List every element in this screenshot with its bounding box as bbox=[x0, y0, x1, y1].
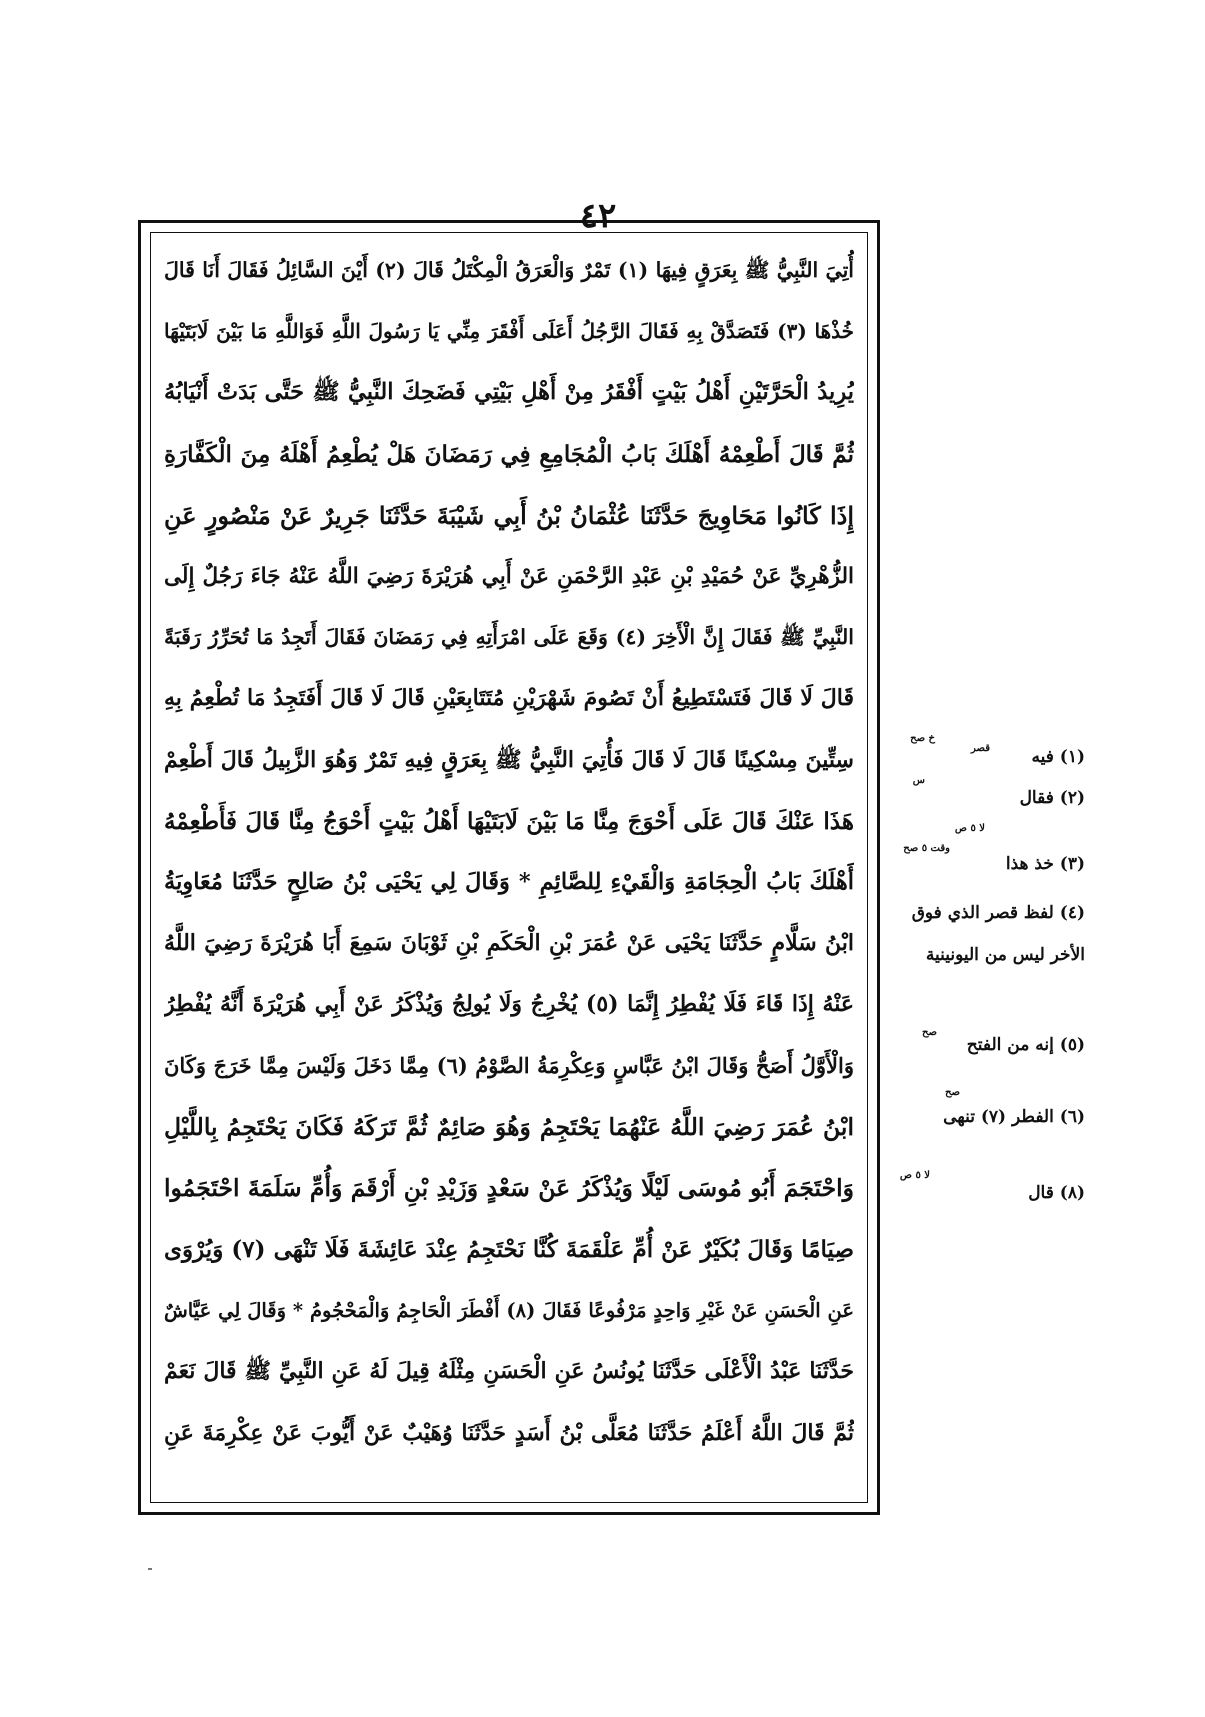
text-line: وَاحْتَجَمَ أَبُو مُوسَى لَيْلًا وَيُذْكَرُ عَنْ سَعْدٍ وَزَيْدِ بْنِ أَرْقَمَ وَأُمِّ سَلَمَةَ احْتَجَمُوا bbox=[164, 1173, 854, 1202]
margin-siglum: صح bbox=[922, 1027, 937, 1038]
text-line: إِذَا كَانُوا مَحَاوِيجَ حَدَّثَنَا عُثْمَانُ بْنُ أَبِي شَيْبَةَ حَدَّثَنَا جَرِيرٌ عَنْ مَنْصُورٍ عَنِ bbox=[164, 500, 854, 530]
text-line: وَالْأَوَّلُ أَصَحُّ وَقَالَ ابْنُ عَبَّاسٍ وَعِكْرِمَةُ الصَّوْمُ (٦) مِمَّا دَخَلَ وَلَيْسَ مِمَّا خَرَجَ وَكَانَ bbox=[164, 1053, 854, 1079]
text-line: ثُمَّ قَالَ أَطْعِمْهُ أَهْلَكَ بَابُ الْمُجَامِعِ فِي رَمَضَانَ هَلْ يُطْعِمُ أَهْلَهُ مِنَ الْكَفَّارَةِ bbox=[164, 440, 854, 468]
margin-note-5: (٥) إنه من الفتح bbox=[966, 1035, 1085, 1055]
page-number: ٤٢ bbox=[579, 196, 617, 236]
text-line: يُرِيدُ الْحَرَّتَيْنِ أَهْلُ بَيْتٍ أَفْقَرُ مِنْ أَهْلِ بَيْتِي فَضَحِكَ النَّبِيُّ ﷺ حَتَّى بَدَتْ أَنْيَابُهُ bbox=[164, 379, 854, 406]
text-line: النَّبِيِّ ﷺ فَقَالَ إِنَّ الْأَخِرَ (٤) وَقَعَ عَلَى امْرَأَتِهِ فِي رَمَضَانَ فَقَالَ أَتَجِدُ مَا تُحَرِّرُ رَقَبَةً bbox=[164, 625, 854, 650]
text-line: ثُمَّ قَالَ اللَّهُ أَعْلَمُ حَدَّثَنَا مُعَلَّى بْنُ أَسَدٍ حَدَّثَنَا وُهَيْبٌ عَنْ أَيُّوبَ عَنْ عِكْرِمَةَ عَنِ bbox=[164, 1419, 854, 1446]
margin-note-2: (٢) فقال bbox=[1019, 788, 1085, 808]
stray-mark bbox=[148, 1568, 152, 1570]
text-line: أُتِيَ النَّبِيُّ ﷺ بِعَرَقٍ فِيهَا (١) تَمْرٌ وَالْعَرَقُ الْمِكْتَلُ قَالَ (٢) أَيْنَ السَّائِلُ فَقَالَ أَنَا قَالَ bbox=[164, 258, 854, 282]
text-line: ابْنُ سَلَّامٍ حَدَّثَنَا يَحْيَى عَنْ عُمَرَ بْنِ الْحَكَمِ بْنِ ثَوْبَانَ سَمِعَ أَبَا هُرَيْرَةَ رَضِيَ اللَّهُ bbox=[164, 930, 854, 957]
text-line: عَنْهُ إِذَا قَاءَ فَلَا يُفْطِرُ إِنَّمَا (٥) يُخْرِجُ وَلَا يُولِجُ وَيُذْكَرُ عَنْ أَبِي هُرَيْرَةَ أَنَّهُ يُفْطِرُ bbox=[164, 991, 854, 1018]
text-line: حَدَّثَنَا عَبْدُ الْأَعْلَى حَدَّثَنَا يُونُسُ عَنِ الْحَسَنِ مِثْلَهُ قِيلَ لَهُ عَنِ النَّبِيِّ ﷺ قَالَ نَعَمْ bbox=[164, 1358, 854, 1385]
text-line: هَذَا عَنْكَ قَالَ عَلَى أَحْوَجَ مِنَّا مَا بَيْنَ لَابَتَيْهَا أَهْلُ بَيْتٍ أَحْوَجُ مِنَّا قَالَ فَأَطْعِمْهُ bbox=[164, 807, 854, 835]
text-line: ابْنُ عُمَرَ رَضِيَ اللَّهُ عَنْهُمَا يَحْتَجِمُ وَهُوَ صَائِمٌ ثُمَّ تَرَكَهُ فَكَانَ يَحْتَجِمُ بِاللَّيْلِ bbox=[164, 1112, 854, 1141]
margin-note-3: (٣) خذ هذا bbox=[1005, 854, 1085, 874]
text-line: عَنِ الْحَسَنِ عَنْ غَيْرِ وَاحِدٍ مَرْفُوعًا فَقَالَ (٨) أَفْطَرَ الْحَاجِمُ وَالْمَحْجُومُ * وَقَالَ لِي عَيَّاشٌ bbox=[164, 1299, 854, 1323]
text-line: سِتِّينَ مِسْكِينًا قَالَ لَا قَالَ فَأُتِيَ النَّبِيُّ ﷺ بِعَرَقٍ فِيهِ تَمْرٌ وَهُوَ الزَّبِيلُ قَالَ أَطْعِمْ bbox=[164, 746, 854, 773]
text-line: صِيَامًا وَقَالَ بُكَيْرٌ عَنْ أُمِّ عَلْقَمَةَ كُنَّا نَحْتَجِمُ عِنْدَ عَائِشَةَ فَلَا تَنْهَى (٧) وَيُرْوَى bbox=[164, 1236, 854, 1263]
text-line: خُذْهَا (٣) فَتَصَدَّقْ بِهِ فَقَالَ الرَّجُلُ أَعَلَى أَفْقَرَ مِنِّي يَا رَسُولَ اللَّهِ فَوَاللَّهِ مَا بَيْنَ لَابَتَيْهَا bbox=[164, 319, 854, 344]
text-line: قَالَ لَا قَالَ فَتَسْتَطِيعُ أَنْ تَصُومَ شَهْرَيْنِ مُتَتَابِعَيْنِ قَالَ لَا قَالَ أَفَتَجِدُ مَا تُطْعِمُ بِهِ bbox=[164, 685, 854, 712]
margin-siglum: س bbox=[912, 775, 925, 786]
text-line: أَهْلَكَ بَابُ الْحِجَامَةِ وَالْقَيْءِ لِلصَّائِمِ * وَقَالَ لِي يَحْيَى بْنُ صَالِحٍ حَدَّثَنَا مُعَاوِيَةُ bbox=[164, 868, 854, 895]
margin-siglum: وقت ٥ صح bbox=[903, 843, 950, 854]
margin-siglum: صح bbox=[945, 1087, 960, 1098]
margin-siglum: خ صح bbox=[910, 733, 935, 744]
margin-note-4-continued: الأخر ليس من اليونينية bbox=[925, 945, 1085, 965]
margin-note-6-7: (٦) الفطر (٧) تنهى bbox=[943, 1107, 1085, 1127]
margin-siglum: قصر bbox=[971, 743, 990, 754]
margin-siglum: لا ٥ ص bbox=[954, 823, 985, 834]
text-line: الزُّهْرِيِّ عَنْ حُمَيْدِ بْنِ عَبْدِ الرَّحْمَنِ عَنْ أَبِي هُرَيْرَةَ رَضِيَ اللَّهُ عَنْهُ جَاءَ رَجُلٌ إِلَى bbox=[164, 563, 854, 589]
margin-note-8: (٨) قال bbox=[1028, 1183, 1085, 1203]
margin-note-1: (١) فيه bbox=[1031, 747, 1085, 767]
margin-note-4: (٤) لفظ قصر الذي فوق bbox=[911, 903, 1085, 923]
main-text-block bbox=[156, 240, 862, 1498]
margin-siglum: لا ٥ ص bbox=[899, 1170, 930, 1181]
